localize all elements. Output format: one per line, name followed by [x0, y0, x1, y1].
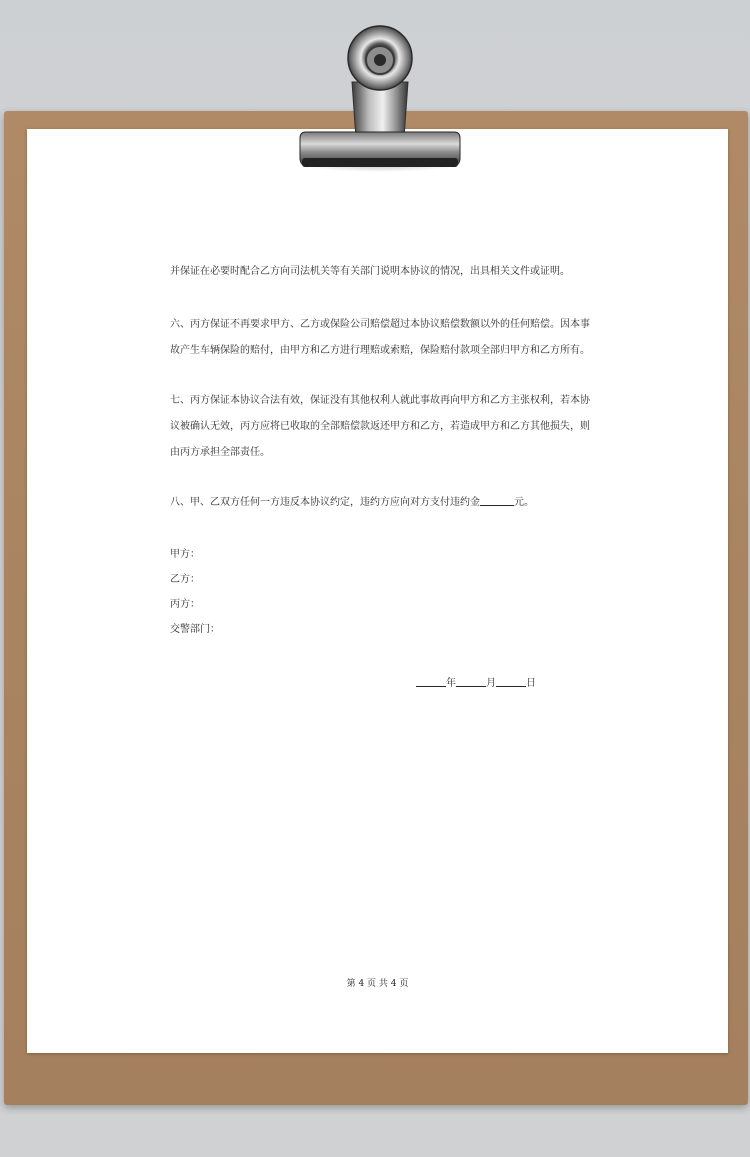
binder-clip-icon	[290, 20, 470, 180]
paragraph-line: 议被确认无效，丙方应将已收取的全部赔偿款返还甲方和乙方，若造成甲方和乙方其他损失，则	[170, 421, 590, 432]
signature-traffic-police: 交警部门：	[170, 624, 220, 635]
day-blank	[496, 676, 526, 687]
penalty-amount-blank	[480, 495, 514, 506]
day-label: 日	[526, 678, 536, 689]
paragraph-6	[170, 312, 590, 364]
paragraph-line: 七、丙方保证本协议合法有效，保证没有其他权利人就此事故再向甲方和乙方主张权利，若本协	[170, 395, 590, 406]
paragraph-text: 并保证在必要时配合乙方向司法机关等有关部门说明本协议的情况，出具相关文件或证明。	[170, 266, 570, 277]
paragraph-7	[170, 388, 590, 466]
year-blank	[416, 676, 446, 687]
month-blank	[456, 676, 486, 687]
month-label: 月	[486, 678, 496, 689]
year-label: 年	[446, 678, 456, 689]
signature-party-c: 丙方：	[170, 599, 200, 610]
signature-party-a: 甲方：	[170, 549, 200, 560]
signing-date	[416, 674, 536, 689]
currency-unit: 元。	[514, 497, 534, 508]
page-number-footer: 第 4 页 共 4 页	[346, 979, 409, 989]
paragraph-line: 由丙方承担全部责任。	[170, 447, 270, 458]
penalty-clause-text: 八、甲、乙双方任何一方违反本协议约定，违约方应向对方支付违约金	[170, 497, 480, 508]
signature-party-b: 乙方：	[170, 574, 200, 585]
paragraph-line: 六、丙方保证不再要求甲方、乙方或保险公司赔偿超过本协议赔偿数额以外的任何赔偿。因本事	[170, 319, 590, 330]
paragraph-5-continuation	[170, 259, 590, 285]
paragraph-8	[170, 490, 590, 516]
paragraph-line	[170, 490, 590, 516]
paragraph-line: 故产生车辆保险的赔付，由甲方和乙方进行理赔或索赔，保险赔付款项全部归甲方和乙方所有。	[170, 345, 590, 356]
